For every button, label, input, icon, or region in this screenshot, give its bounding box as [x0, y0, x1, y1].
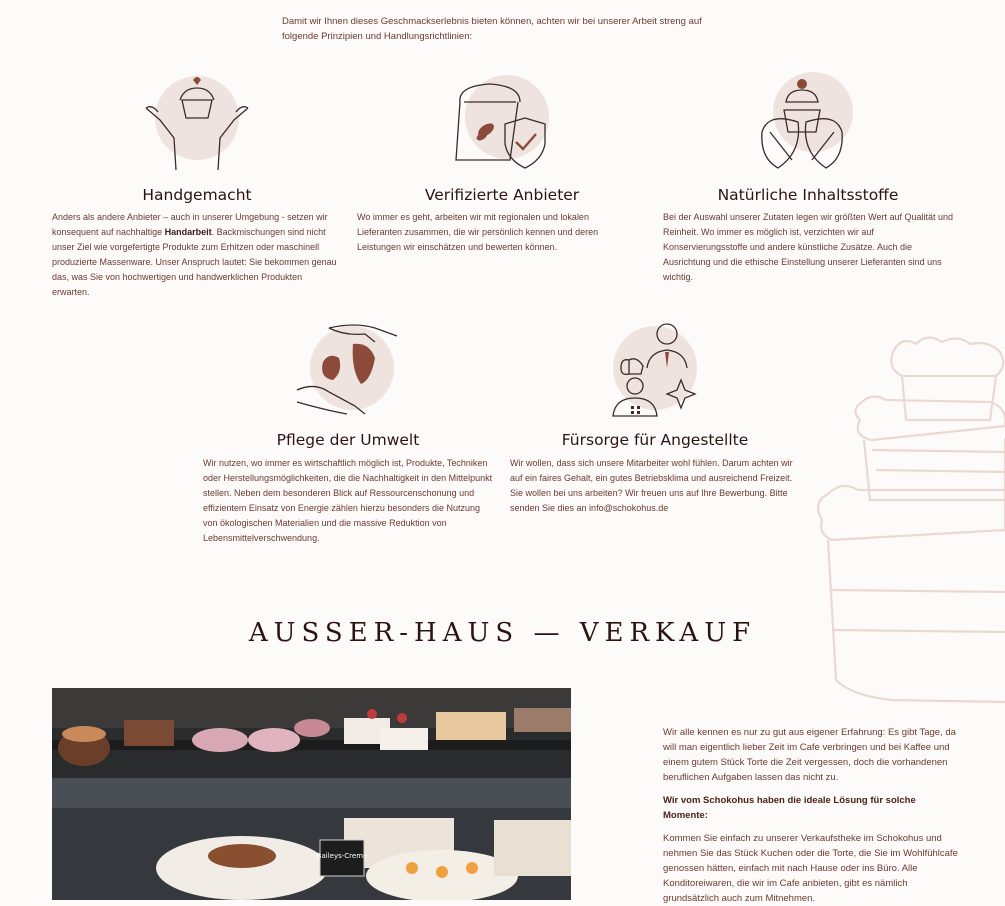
feature-text: Wir nutzen, wo immer es wirtschaftlich möglich ist, Produkte, Techniken oder Herstellungsmöglichkeiten, die die Nachhaltigkeit in den Mittelpunkt stellen. Neben dem besonderen Blick auf Ressourcenschonung und effizientem Einsatz von Energie zählen hierzu besonders die Nutzung von ökologischen Materialien und die massive Reduktion von Lebensmittelverschwendung.: [203, 458, 493, 543]
feature-title: Verifizierte Anbieter: [424, 186, 580, 204]
feature-text: Anders als andere Anbieter – auch in unserer Umgebung - setzen wir konsequent auf nachhaltige Handarbeit. Backmischungen sind nicht unser Ziel wie vorgefertigte Produkte zum Erhitzen oder maschinell produzierte Massenware. Unser Anspruch lautet: Sie bekommen genau das, was Sie von hochwertigen und handwerklichen Produkten erwarten.: [52, 212, 337, 297]
feature-title: Fürsorge für Angestellte: [561, 431, 749, 449]
feature-title: Natürliche Inhaltsstoffe: [717, 186, 899, 204]
sack-shield-icon: [450, 72, 555, 177]
feature-text: Bei der Auswahl unserer Zutaten legen wir größten Wert auf Qualität und Reinheit. Wo immer es möglich ist, verzichten wir auf Konservierungsstoffe und andere künstliche Zusätze. Auch die Ausrichtung und die ethische Einstellung unserer Lieferanten sind uns wichtig.: [663, 212, 953, 282]
intro-line-1: Damit wir Ihnen dieses Geschmackserlebnis bieten können, achten wir bei unserer Arbeit streng auf: [282, 16, 702, 27]
feature-title: Pflege der Umwelt: [276, 431, 420, 449]
feature-title: Handgemacht: [142, 186, 252, 204]
feature-text: Wir wollen, dass sich unsere Mitarbeiter wohl fühlen. Darum achten wir auf ein faires Gehalt, ein gutes Betriebsklima und ausreichend Freizeit. Sie wollen bei uns arbeiten? Wir freuen uns auf Ihre Bewerbung. Bitte senden Sie dies an info@schokohus.de: [510, 458, 793, 513]
globe-hands-icon: [295, 322, 405, 427]
staff-icon: [607, 320, 707, 425]
verkauf-paragraph-2: Wir vom Schokohus haben die ideale Lösung für solche Momente:: [663, 795, 916, 821]
intro-text: [282, 14, 732, 44]
cupcake-leaves-icon: [758, 72, 863, 177]
feature-text: Wo immer es geht, arbeiten wir mit regionalen und lokalen Lieferanten zusammen, die wir persönlich kennen und deren Leistungen wir einschätzen und bewerten können.: [357, 212, 599, 252]
cupcake-hands-icon: [140, 70, 255, 180]
verkauf-paragraph-3: Kommen Sie einfach zu unserer Verkaufstheke im Schokohus und nehmen Sie das Stück Kuchen oder die Torte, die Sie im Wohlfühlcafe genossen hätten, einfach mit nach Hause oder ins Büro. Alle Konditoreiwaren, die wir im Cafe anbieten, gibt es nämlich grundsätzlich auch zum Mitnehmen.: [663, 833, 958, 904]
feature-text-bold: Handarbeit: [164, 227, 212, 237]
intro-line-2: folgende Prinzipien und Handlungsrichtlinien:: [282, 31, 473, 42]
cake-display-photo: [52, 688, 571, 900]
verkauf-paragraph-1: Wir alle kennen es nur zu gut aus eigener Erfahrung: Es gibt Tage, da will man eigentlich lieber Zeit im Cafe verbringen und bei Kaffee und einem gutem Stück Torte die Zeit vergessen, doch die vorhandenen beruflichen Aufgaben lassen das nicht zu.: [663, 727, 956, 783]
cake-illustration: [812, 330, 1005, 735]
verkauf-title: AUSSER-HAUS — VERKAUF: [248, 618, 757, 648]
sign-text: Baileys-Creme: [316, 852, 368, 860]
